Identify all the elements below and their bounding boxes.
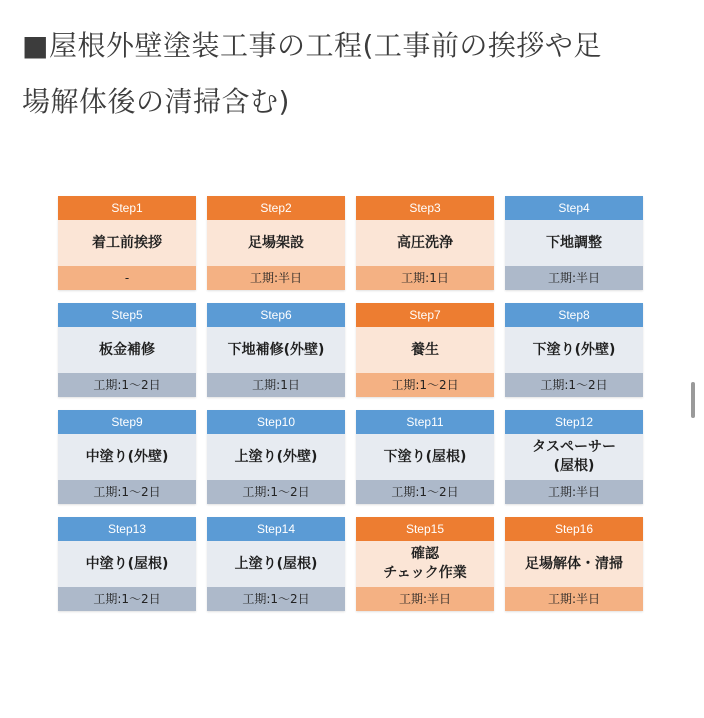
page-heading bbox=[22, 18, 682, 130]
process-steps-grid bbox=[58, 196, 646, 611]
step-task-name: 足場解体・清掃 bbox=[505, 541, 643, 587]
step-number-label: Step16 bbox=[505, 517, 643, 541]
step-duration: 工期:1〜2日 bbox=[58, 587, 196, 611]
step-card bbox=[58, 410, 196, 504]
step-task-name: 中塗り(屋根) bbox=[58, 541, 196, 587]
step-task-name: 上塗り(外壁) bbox=[207, 434, 345, 480]
step-duration: 工期:半日 bbox=[356, 587, 494, 611]
step-duration: 工期:1〜2日 bbox=[58, 480, 196, 504]
step-card bbox=[207, 303, 345, 397]
step-card bbox=[356, 303, 494, 397]
step-card bbox=[356, 517, 494, 611]
step-number-label: Step4 bbox=[505, 196, 643, 220]
step-duration: 工期:半日 bbox=[505, 480, 643, 504]
step-task-name: 足場架設 bbox=[207, 220, 345, 266]
step-number-label: Step13 bbox=[58, 517, 196, 541]
step-card bbox=[505, 196, 643, 290]
step-duration: 工期:半日 bbox=[505, 587, 643, 611]
step-duration: 工期:1〜2日 bbox=[505, 373, 643, 397]
step-task-name: 着工前挨拶 bbox=[58, 220, 196, 266]
step-number-label: Step1 bbox=[58, 196, 196, 220]
step-task-name: 養生 bbox=[356, 327, 494, 373]
step-card bbox=[356, 410, 494, 504]
step-task-name: 板金補修 bbox=[58, 327, 196, 373]
step-number-label: Step7 bbox=[356, 303, 494, 327]
step-number-label: Step9 bbox=[58, 410, 196, 434]
step-card bbox=[505, 303, 643, 397]
step-task-name: タスペーサー (屋根) bbox=[505, 434, 643, 480]
step-duration: 工期:半日 bbox=[505, 266, 643, 290]
step-number-label: Step12 bbox=[505, 410, 643, 434]
step-number-label: Step14 bbox=[207, 517, 345, 541]
step-duration: 工期:1日 bbox=[207, 373, 345, 397]
step-duration: 工期:1〜2日 bbox=[356, 373, 494, 397]
step-number-label: Step11 bbox=[356, 410, 494, 434]
step-duration: 工期:1〜2日 bbox=[207, 587, 345, 611]
step-task-name: 下塗り(外壁) bbox=[505, 327, 643, 373]
scrollbar-thumb[interactable] bbox=[691, 382, 695, 418]
step-number-label: Step5 bbox=[58, 303, 196, 327]
step-duration: 工期:半日 bbox=[207, 266, 345, 290]
step-duration: 工期:1日 bbox=[356, 266, 494, 290]
step-duration: 工期:1〜2日 bbox=[58, 373, 196, 397]
step-task-name: 高圧洗浄 bbox=[356, 220, 494, 266]
step-card bbox=[207, 196, 345, 290]
step-card bbox=[207, 410, 345, 504]
step-task-name: 下地調整 bbox=[505, 220, 643, 266]
step-card bbox=[356, 196, 494, 290]
step-number-label: Step6 bbox=[207, 303, 345, 327]
step-task-name: 確認 チェック作業 bbox=[356, 541, 494, 587]
step-duration: 工期:1〜2日 bbox=[356, 480, 494, 504]
step-task-name: 上塗り(屋根) bbox=[207, 541, 345, 587]
step-card bbox=[207, 517, 345, 611]
step-number-label: Step10 bbox=[207, 410, 345, 434]
heading-line-2: 場解体後の清掃含む) bbox=[22, 85, 290, 118]
step-card bbox=[58, 303, 196, 397]
step-number-label: Step3 bbox=[356, 196, 494, 220]
step-task-name: 下塗り(屋根) bbox=[356, 434, 494, 480]
step-number-label: Step15 bbox=[356, 517, 494, 541]
heading-line-1: ■屋根外壁塗装工事の工程(工事前の挨拶や足 bbox=[22, 29, 602, 62]
step-duration: 工期:1〜2日 bbox=[207, 480, 345, 504]
step-card bbox=[505, 410, 643, 504]
step-card bbox=[505, 517, 643, 611]
step-duration: - bbox=[58, 266, 196, 290]
step-card bbox=[58, 196, 196, 290]
step-task-name: 下地補修(外壁) bbox=[207, 327, 345, 373]
step-task-name: 中塗り(外壁) bbox=[58, 434, 196, 480]
step-number-label: Step8 bbox=[505, 303, 643, 327]
step-card bbox=[58, 517, 196, 611]
step-number-label: Step2 bbox=[207, 196, 345, 220]
